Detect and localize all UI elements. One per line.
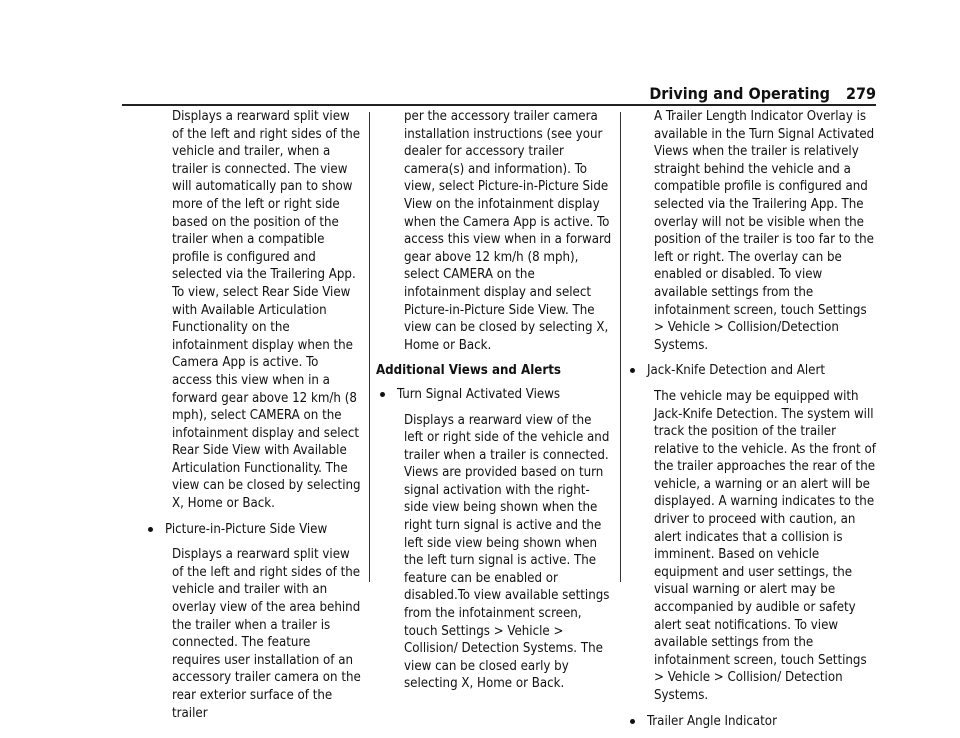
paragraph: Displays a rearward split view of the left and right sides of the vehicle and trailer with an overlay view of the area behind the trailer when a trailer is connected. The feature requires user installation of an accessory trailer camera on the rear exterior surface of the trailer: [172, 547, 361, 721]
page-header: [649, 84, 876, 103]
paragraph: The vehicle may be equipped with Jack-Knife Detection. The system will track the position of the trailer relative to the vehicle. As the front of the trailer approaches the rear of the vehicle, a warning or an alert will be displayed. A warning indicates to the driver to proceed with caution, an alert indicates that a collision is imminent. Based on vehicle equipment and user settings, the visual warning or alert may be accompanied by audible or safety alert seat notifications. To view available settings from the infotainment screen, touch Settings > Vehicle > Collision/ Detection Systems.: [654, 388, 876, 703]
paragraph: per the accessory trailer camera installation instructions (see your dealer for accessory trailer camera(s) and information). To view, select Picture-in-Picture Side View on the infotainment display when the Camera App is active. To access this view when in a forward gear above 12 km/h (8 mph), select CAMERA on the infotainment display and select Picture-in-Picture Side View. The view can be closed by selecting X, Home or Back.: [404, 109, 612, 353]
column-1: [144, 108, 362, 730]
column-3: [626, 108, 878, 738]
paragraph: Displays a rearward split view of the left and right sides of the vehicle and trailer, when a trailer is connected. The view will automatically pan to show more of the left or right side based on the position of the trailer when a compatible profile is configured and selected via the Trailering App. To view, select Rear Side View with Available Articulation Functionality on the infotainment display when the Camera App is active. To access this view when in a forward gear above 12 km/h (8 mph), select CAMERA on the infotainment display and select Rear Side View with Available Articulation Functionality. The view can be closed by selecting X, Home or Back.: [172, 109, 361, 512]
bullet-item: Turn Signal Activated Views: [376, 386, 614, 404]
paragraph: Displays a rearward view of the left or right side of the vehicle and trailer when a trailer is connected. Views are provided based on turn signal activation with the right-side view being shown when the right turn signal is active and the left side view being shown when the left turn signal is active. The feature can be enabled or disabled.To view available settings from the infotainment screen, touch Settings > Vehicle > Collision/ Detection Systems. The view can be closed early by selecting X, Home or Back.: [404, 412, 610, 692]
section-heading: Additional Views and Alerts: [376, 363, 561, 379]
column-2: [376, 108, 614, 701]
header-rule: [122, 104, 876, 106]
bullet-item: Jack-Knife Detection and Alert: [626, 362, 878, 380]
page-number: 279: [845, 84, 876, 103]
column-divider: [620, 112, 621, 582]
column-divider: [369, 112, 370, 582]
bullet-item: Trailer Angle Indicator: [626, 713, 878, 731]
paragraph: A Trailer Length Indicator Overlay is available in the Turn Signal Activated Views when the trailer is relatively straight behind the vehicle and a compatible profile is configured and selected via the Trailering App. The overlay will not be visible when the position of the trailer is too far to the left or right. The overlay can be enabled or disabled. To view available settings from the infotainment screen, touch Settings > Vehicle > Collision/Detection Systems.: [654, 109, 875, 353]
section-title: Driving and Operating: [649, 84, 830, 103]
bullet-item: Picture-in-Picture Side View: [144, 521, 362, 539]
